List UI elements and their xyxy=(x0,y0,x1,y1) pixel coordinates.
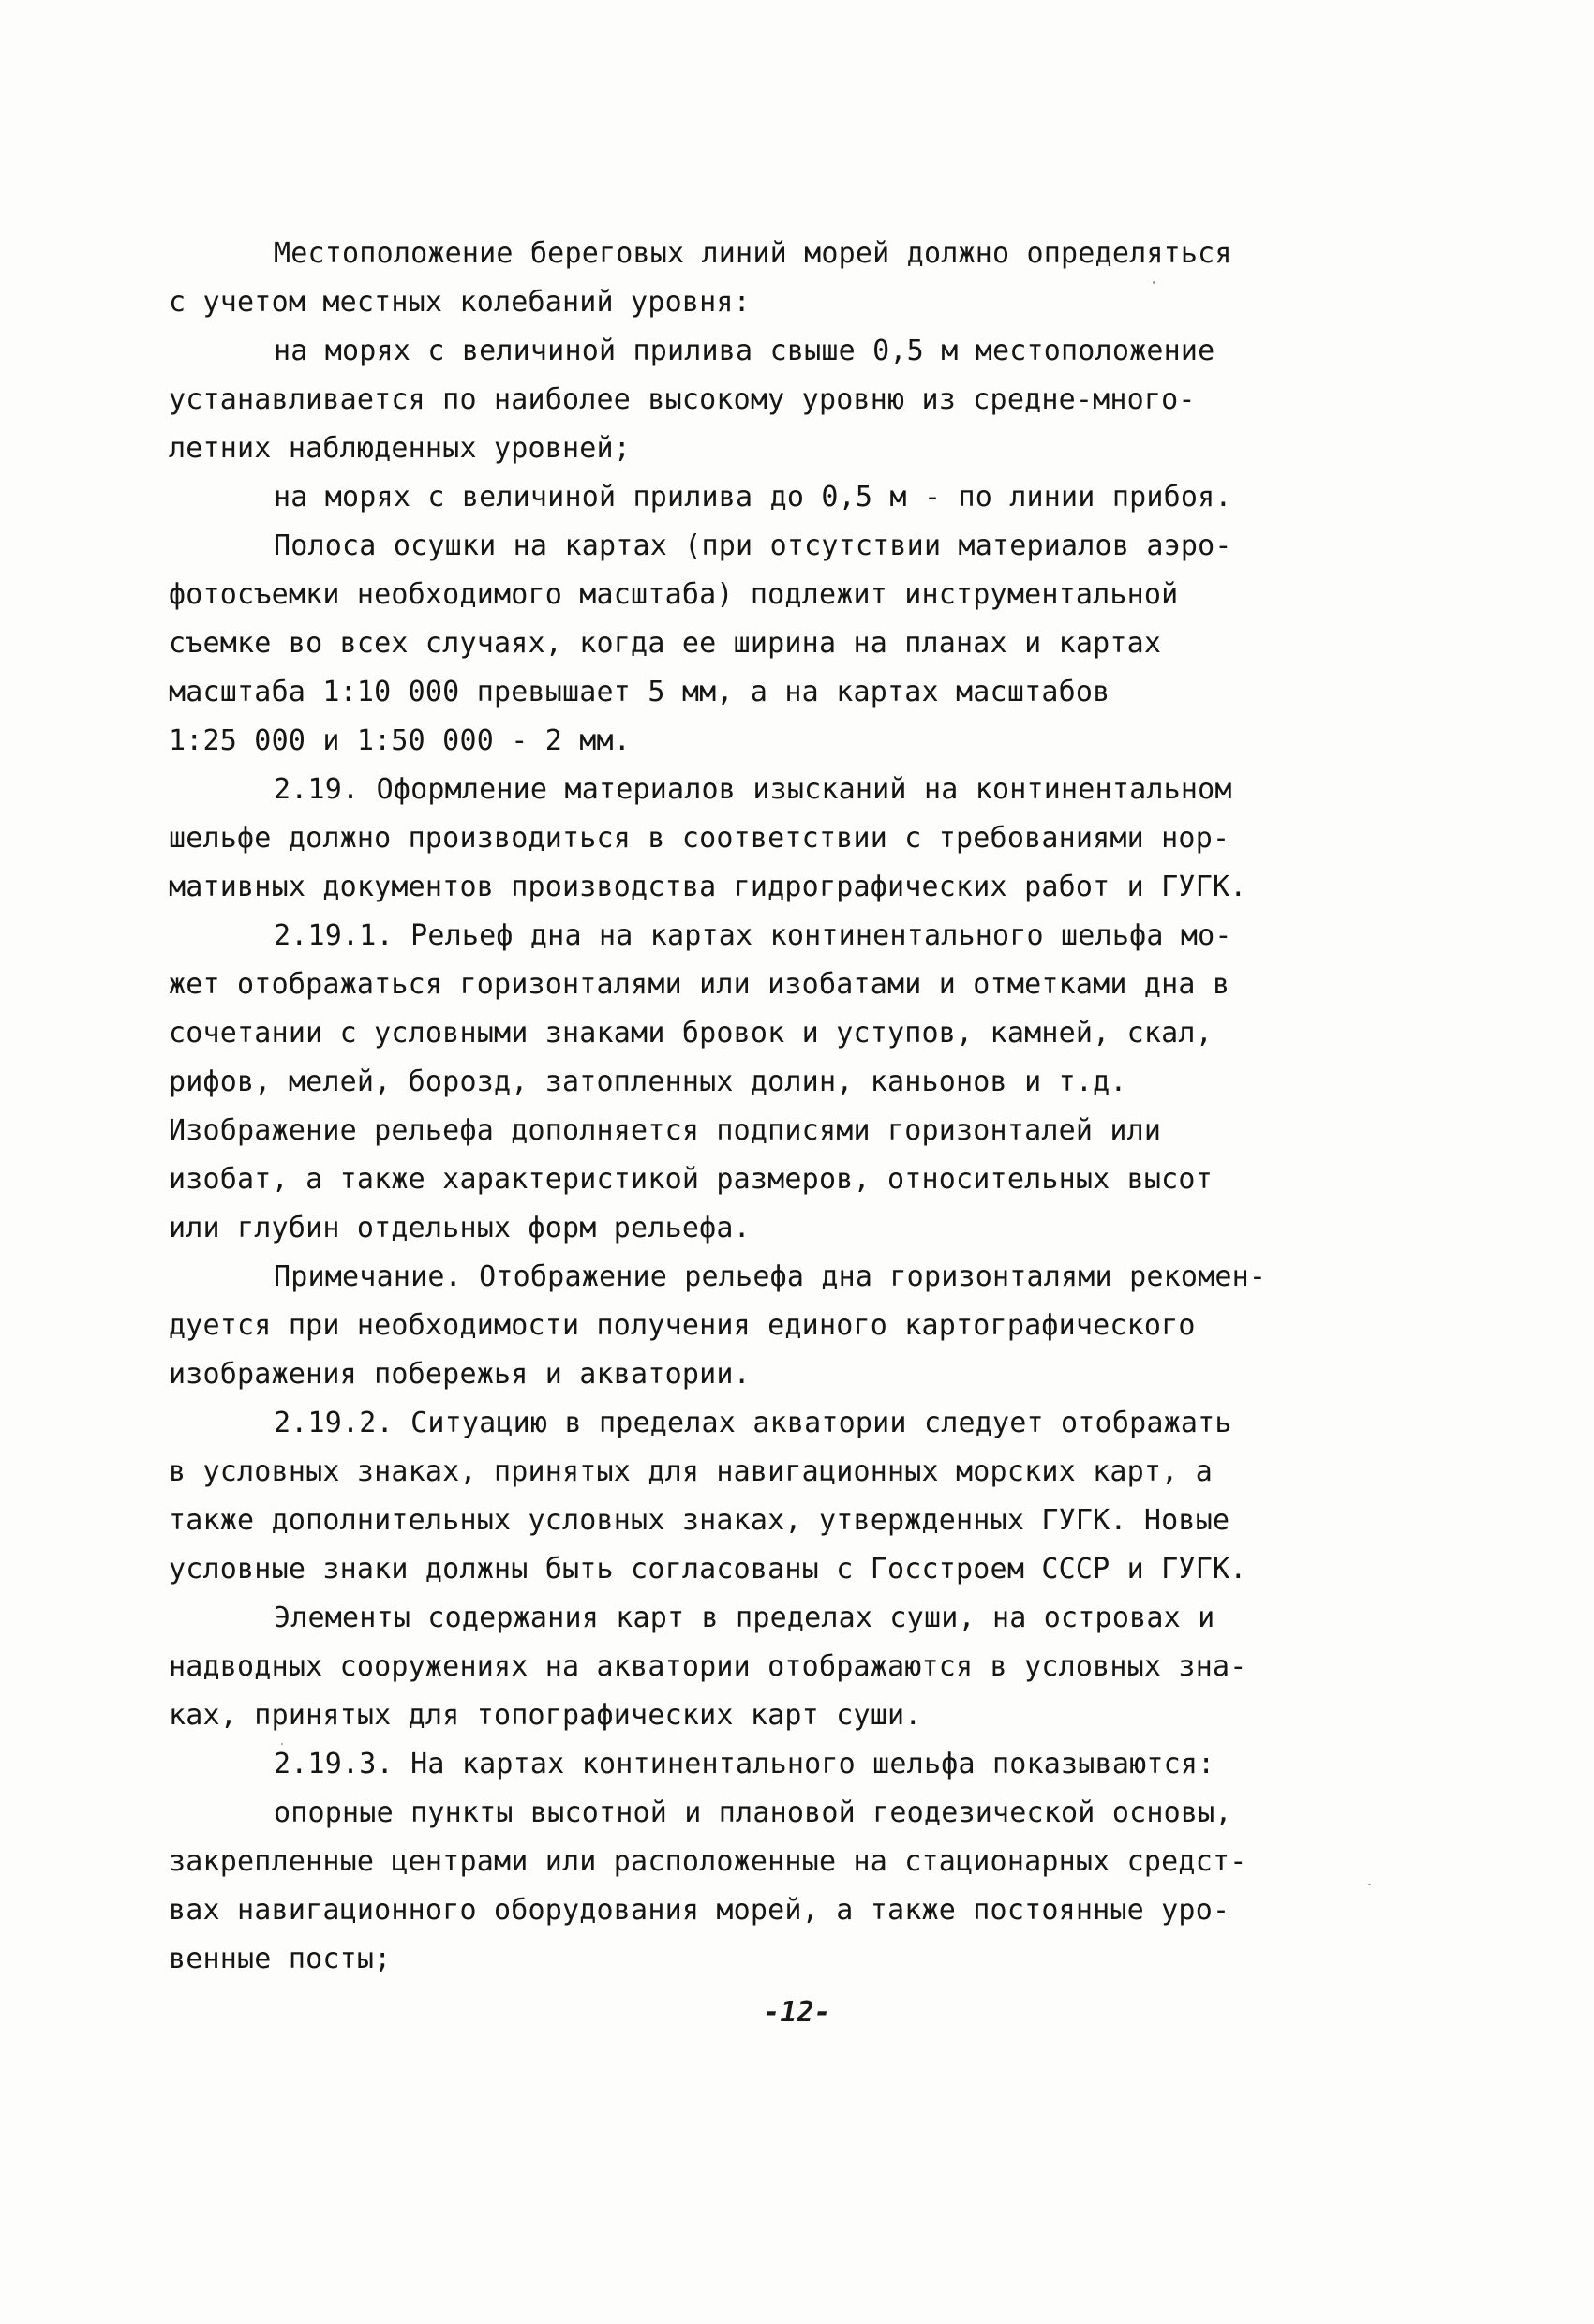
text-line: с учетом местных колебаний уровня: xyxy=(169,286,751,319)
text-line: или глубин отдельных форм рельефа. xyxy=(169,1212,751,1244)
text-line: 2.19.1. Рельеф дна на картах континентального шельфа мо- xyxy=(274,919,1232,952)
text-line: условные знаки должны быть согласованы с Госстроем СССР и ГУГК. xyxy=(169,1553,1247,1586)
text-line: 2.19.2. Ситуацию в пределах акватории следует отображать xyxy=(274,1407,1232,1439)
text-line: сочетании с условными знаками бровок и уступов, камней, скал, xyxy=(169,1017,1213,1050)
page-number: -12- xyxy=(763,1996,831,2029)
text-line: на морях с величиной прилива свыше 0,5 м местоположение xyxy=(274,335,1215,367)
text-line: Полоса осушки на картах (при отсутствии материалов аэро- xyxy=(274,529,1232,562)
text-line: изображения побережья и акватории. xyxy=(169,1358,751,1391)
text-line: дуется при необходимости получения единого картографического xyxy=(169,1309,1196,1342)
text-line: фотосъемки необходимого масштаба) подлежит инструментальной xyxy=(169,578,1179,611)
scan-speck xyxy=(1368,1884,1371,1885)
text-line: вах навигационного оборудования морей, а также постоянные уро- xyxy=(169,1894,1230,1927)
text-line: мативных документов производства гидрографических работ и ГУГК. xyxy=(169,871,1247,903)
text-line: ках, принятых для топографических карт суши. xyxy=(169,1699,922,1732)
text-line: устанавливается по наиболее высокому уровню из средне-много- xyxy=(169,383,1196,416)
text-line: изобат, а также характеристикой размеров, относительных высот xyxy=(169,1163,1213,1196)
text-line: рифов, мелей, борозд, затопленных долин, каньонов и т.д. xyxy=(169,1065,1127,1098)
text-line: 2.19.3. На картах континентального шельфа показываются: xyxy=(274,1748,1215,1780)
text-line: летних наблюденных уровней; xyxy=(169,432,632,465)
text-line: Примечание. Отображение рельефа дна горизонталями рекомен- xyxy=(274,1260,1267,1293)
text-line: опорные пункты высотной и плановой геодезической основы, xyxy=(274,1796,1232,1829)
text-line: также дополнительных условных знаках, утвержденных ГУГК. Новые xyxy=(169,1504,1230,1537)
document-body xyxy=(169,230,1443,1984)
text-line: Изображение рельефа дополняется подписями горизонталей или xyxy=(169,1114,1162,1147)
scan-speck xyxy=(281,1743,283,1745)
text-line: Элементы содержания карт в пределах суши, на островах и xyxy=(274,1601,1215,1634)
text-line: Местоположение береговых линий морей должно определяться xyxy=(274,237,1232,270)
text-line: масштаба 1:10 000 превышает 5 мм, а на картах масштабов xyxy=(169,676,1110,708)
text-line: в условных знаках, принятых для навигационных морских карт, а xyxy=(169,1455,1213,1488)
text-line: венные посты; xyxy=(169,1943,392,1975)
text-line: 1:25 000 и 1:50 000 - 2 мм. xyxy=(169,724,632,757)
scan-speck xyxy=(1153,281,1155,284)
text-line: шельфе должно производиться в соответствии с требованиями нор- xyxy=(169,822,1230,855)
text-line: съемке во всех случаях, когда ее ширина на планах и картах xyxy=(169,627,1162,660)
text-line: закрепленные центрами или расположенные на стационарных средст- xyxy=(169,1845,1247,1878)
text-line: надводных сооружениях на акватории отображаются в условных зна- xyxy=(169,1650,1247,1683)
text-line: на морях с величиной прилива до 0,5 м - по линии прибоя. xyxy=(274,481,1232,514)
text-line: жет отображаться горизонталями или изобатами и отметками дна в xyxy=(169,968,1230,1001)
text-line: 2.19. Оформление материалов изысканий на континентальном xyxy=(274,773,1232,806)
